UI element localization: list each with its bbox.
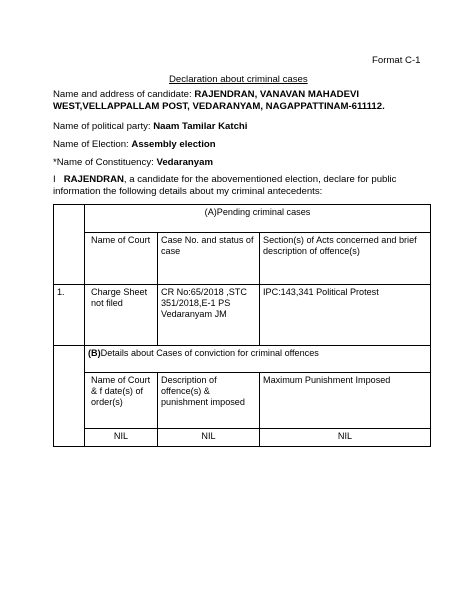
header-sections: Section(s) of Acts concerned and brief description of offence(s) (260, 233, 431, 285)
declaration-line-1: , a candidate for the abovementioned election, declare for public (123, 174, 397, 185)
header-max-punishment: Maximum Punishment Imposed (260, 373, 431, 429)
party-label: Name of political party: (53, 121, 154, 132)
section-a-title-row (54, 205, 431, 233)
row-punishment-nil: NIL (260, 429, 431, 447)
declaration-prefix: I (53, 174, 59, 185)
political-party (53, 121, 247, 133)
format-label: Format C-1 (372, 55, 421, 66)
criminal-cases-table (53, 204, 431, 447)
row-serial: 1. (54, 285, 85, 346)
party-value: Naam Tamilar Katchi (153, 121, 248, 132)
section-b-header-row (54, 373, 431, 429)
row-case-no: CR No:65/2018 ,STC 351/2018,E-1 PS Vedaranyam JM (158, 285, 260, 346)
section-b-title-row (54, 346, 431, 373)
section-a-title (85, 205, 431, 233)
row-description-nil: NIL (158, 429, 260, 447)
row-sections: IPC:143,341 Political Protest (260, 285, 431, 346)
declaration-statement (53, 174, 396, 197)
candidate-name-address (53, 89, 385, 112)
header-case-no: Case No. and status of case (158, 233, 260, 285)
declaration-line-2: information the following details about my criminal antecedents: (53, 185, 323, 197)
section-b-title (85, 346, 431, 373)
constituency-label: *Name of Constituency: (53, 157, 157, 168)
election-value: Assembly election (131, 139, 216, 150)
blank-side-cell (54, 346, 85, 447)
section-a-header-row (54, 233, 431, 285)
blank-corner-cell (54, 205, 85, 285)
row-court-nil: NIL (85, 429, 158, 447)
constituency-name (53, 157, 213, 169)
header-name-of-court: Name of Court (85, 233, 158, 285)
declaration-name: RAJENDRAN (63, 174, 124, 185)
header-description: Description of offence(s) & punishment imposed (158, 373, 260, 429)
candidate-label: Name and address of candidate: (53, 89, 195, 100)
table-row (54, 285, 431, 346)
header-court-date: Name of Court & f date(s) of order(s) (85, 373, 158, 429)
document-heading: Declaration about criminal cases (169, 74, 308, 85)
election-label: Name of Election: (53, 139, 132, 150)
candidate-line-1: RAJENDRAN, VANAVAN MAHADEVI (194, 89, 360, 100)
section-b-marker: (B) (88, 348, 101, 358)
section-a-title-text: Pending criminal cases (216, 207, 311, 217)
section-a-marker: (A) (204, 207, 217, 217)
candidate-line-2: WEST,VELLAPPALLAM POST, VEDARANYAM, NAGAPPATTINAM-611112. (53, 100, 385, 112)
row-court: Charge Sheet not filed (85, 285, 158, 346)
table-row (54, 429, 431, 447)
section-b-title-text: Details about Cases of conviction for criminal offences (100, 348, 319, 358)
election-name (53, 139, 216, 151)
constituency-value: Vedaranyam (156, 157, 213, 168)
